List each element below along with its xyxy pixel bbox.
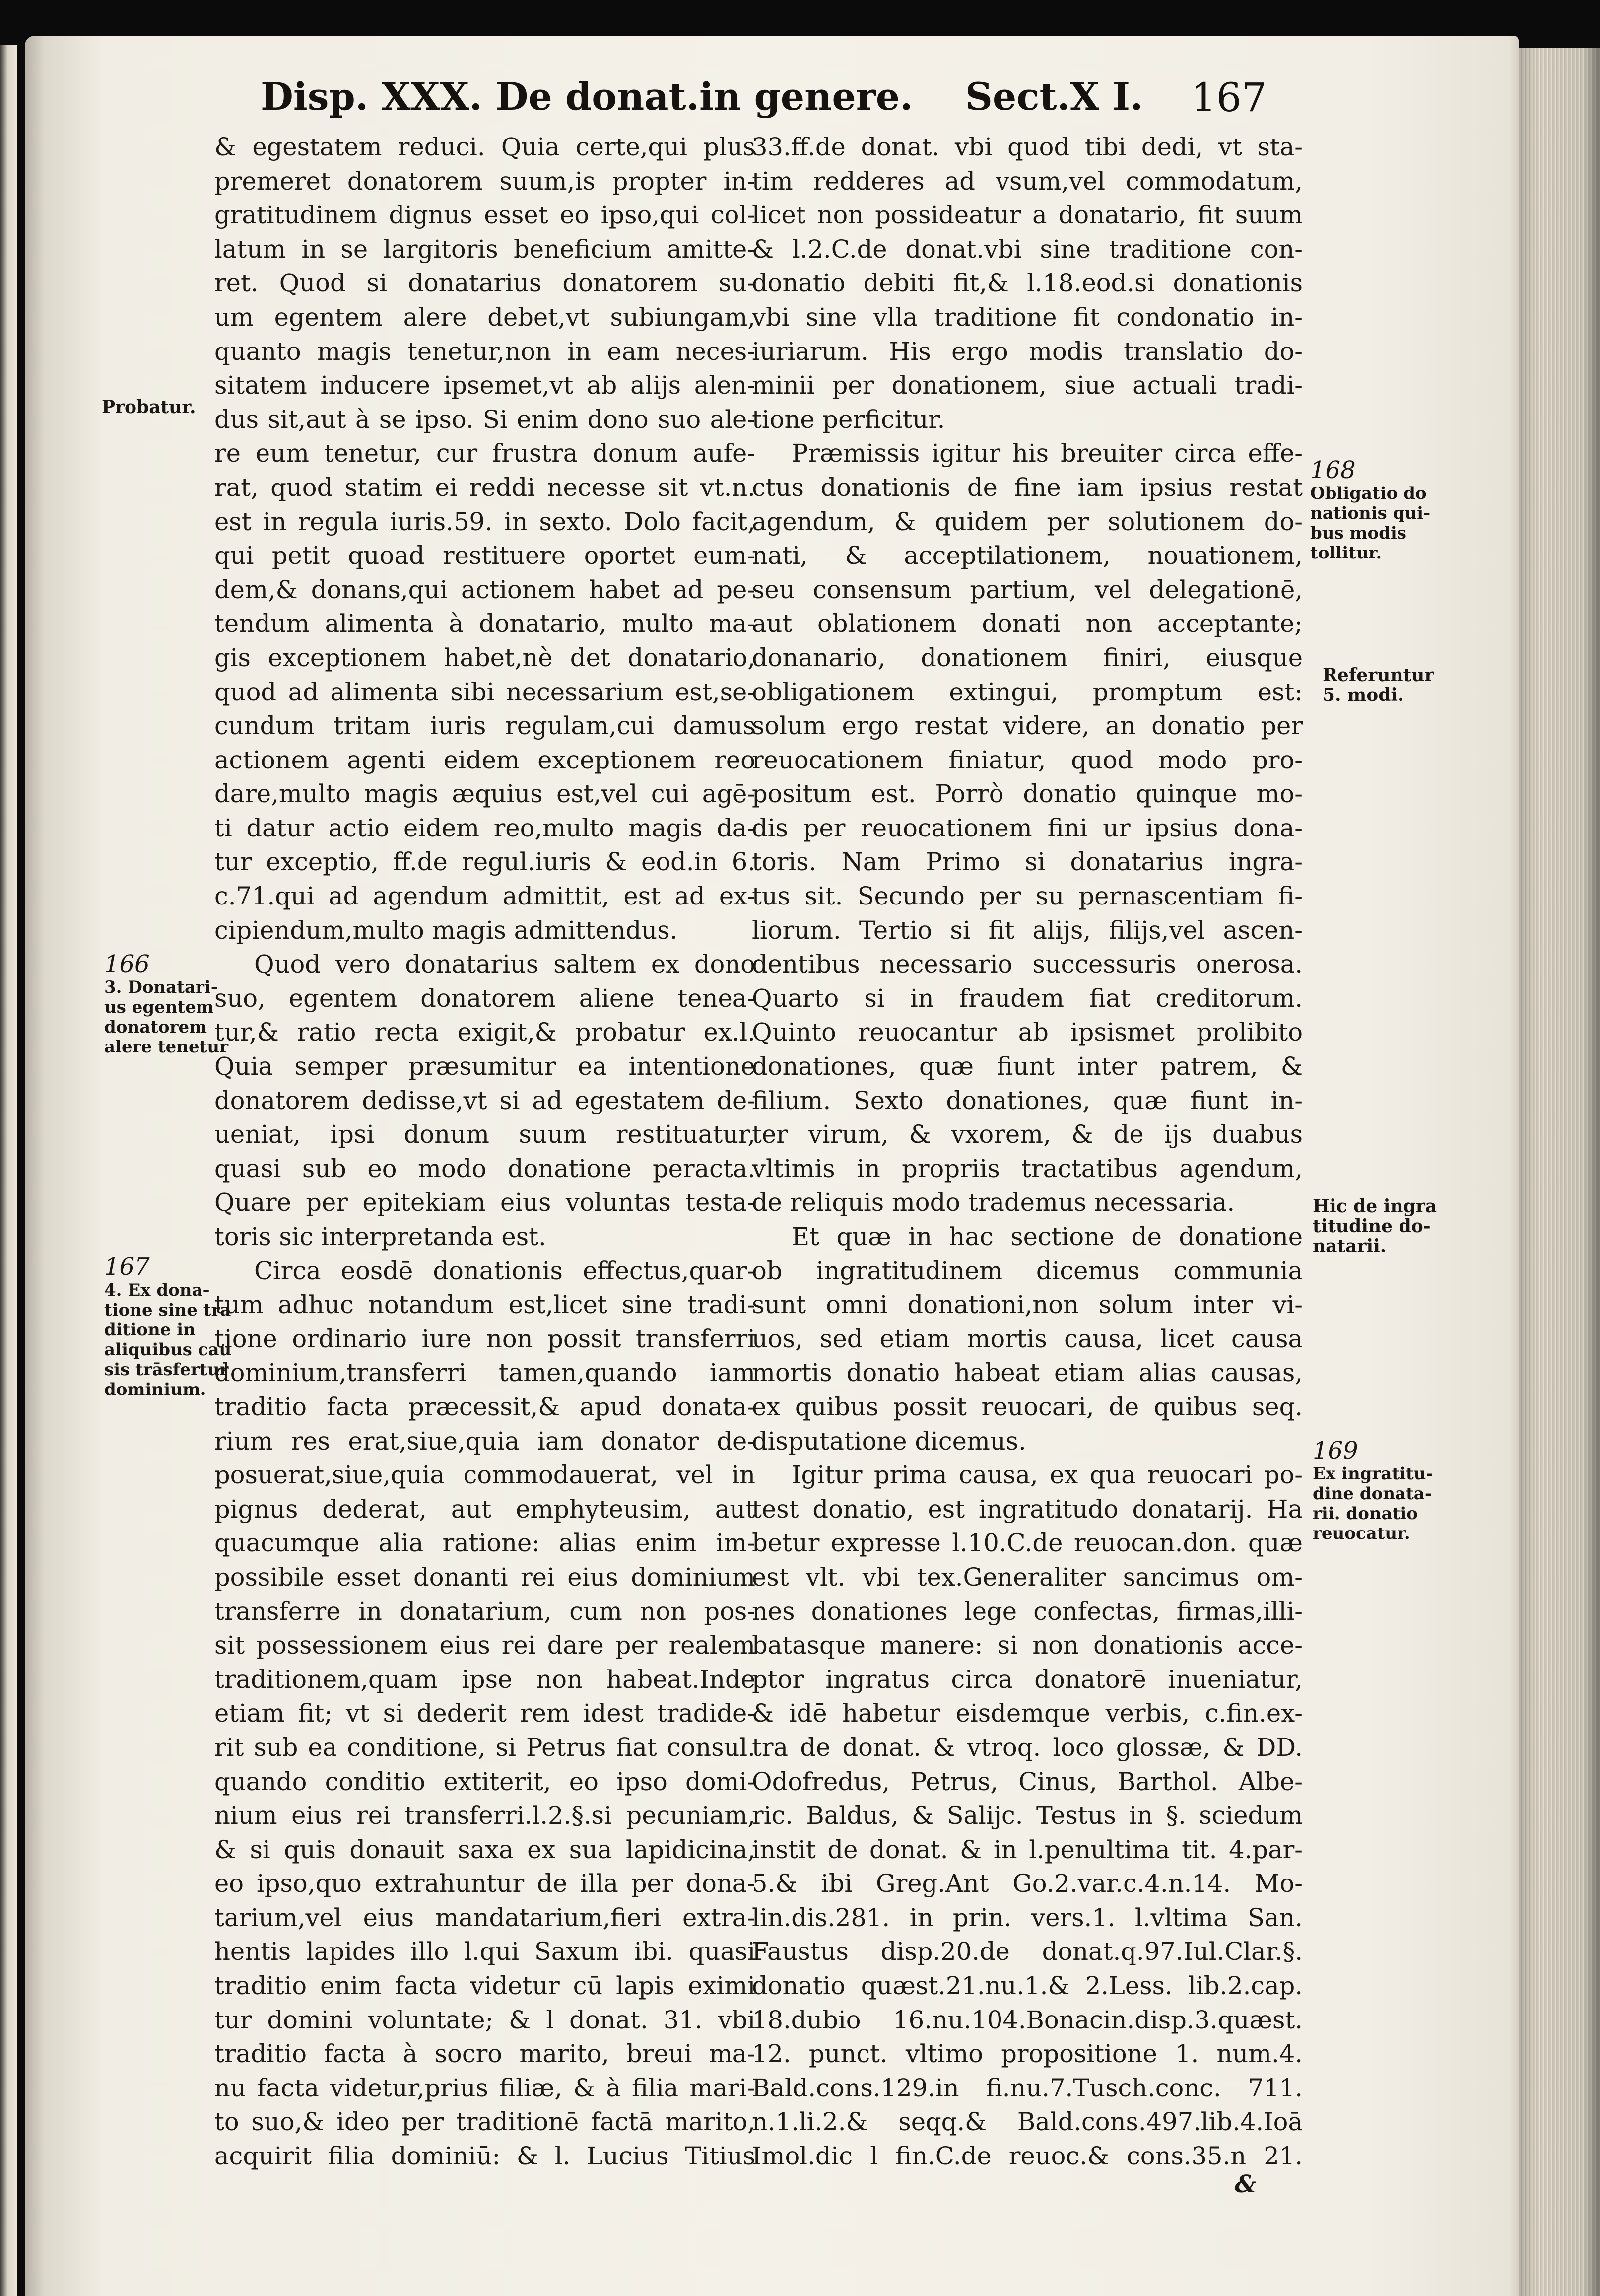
margin-note-number: 168	[1310, 456, 1356, 484]
text-line: um egentem alere debet,vt subiungam,	[214, 302, 755, 332]
previous-page-edge	[0, 45, 17, 2296]
text-line: iuriarum. His ergo modis translatio do-	[752, 337, 1303, 366]
text-line: minii per donationem, siue actuali tradi-	[752, 371, 1303, 400]
text-line: tione perficitur.	[752, 405, 945, 434]
text-line: Imol.dic l fin.C.de reuoc.& cons.35.n 21.	[752, 2142, 1303, 2171]
catchword: &	[1235, 2170, 1257, 2198]
text-line: sunt omni donationi,non solum inter vi-	[752, 1290, 1303, 1320]
text-line: dentibus necessario successuris onerosa.	[752, 950, 1303, 979]
text-line: ob ingratitudinem dicemus communia	[752, 1256, 1303, 1285]
text-line: dominium,transferri tamen,quando iam	[214, 1358, 755, 1388]
text-line: nu facta videtur,prius filiæ, & à filia mari-	[214, 2073, 755, 2102]
text-line: ret. Quod si donatarius donatorem su-	[214, 269, 755, 298]
text-line: & l.2.C.de donat.vbi sine traditione con-	[752, 234, 1303, 264]
margin-note-line: tollitur.	[1310, 543, 1382, 563]
text-line: gratitudinem dignus esset eo ipso,qui col-	[214, 201, 755, 230]
text-line: Quarto si in fraudem fiat creditorum.	[752, 983, 1303, 1013]
text-line: donationes, quæ fiunt inter patrem, &	[752, 1052, 1303, 1081]
text-line: eo ipso,quo extrahuntur de illa per dona-	[214, 1869, 755, 1898]
text-line: tarium,vel eius mandatarium,fieri extra-	[214, 1903, 755, 1932]
text-line: licet non possideatur a donatario, fit suum	[752, 201, 1303, 230]
margin-note-number: 169	[1313, 1437, 1358, 1464]
margin-note-number: 167	[104, 1253, 150, 1281]
text-line: ueniat, ipsi donum suum restituatur,	[214, 1120, 755, 1149]
text-line: & egestatem reduci. Quia certe,qui plus	[214, 133, 755, 161]
margin-note-line: 5. modi.	[1323, 685, 1404, 705]
text-line: est vlt. vbi tex.Generaliter sancimus om-	[752, 1562, 1303, 1592]
text-line: tur domini voluntate; & l donat. 31. vbi	[214, 2005, 755, 2034]
text-line: traditionem,quam ipse non habeat.Inde	[214, 1665, 755, 1694]
margin-note-line: titudine do-	[1313, 1216, 1431, 1237]
text-line: Odofredus, Petrus, Cinus, Barthol. Albe-	[752, 1767, 1303, 1796]
margin-note-168	[1310, 457, 1430, 563]
text-line: toris sic interpretanda est.	[214, 1222, 546, 1251]
text-line: 33.ff.de donat. vbi quod tibi dedi, vt sta-	[752, 133, 1303, 161]
text-line: donanario, donationem finiri, eiusque	[752, 643, 1303, 672]
text-line: mortis donatio habeat etiam alias causas,	[752, 1358, 1303, 1388]
text-line: actionem agenti eidem exceptionem reo	[214, 745, 755, 774]
text-line: transferre in donatarium, cum non pos-	[214, 1597, 755, 1626]
text-line: Bald.cons.129.in fi.nu.7.Tusch.conc. 711.	[752, 2073, 1303, 2102]
text-line: donatorem dedisse,vt si ad egestatem de-	[214, 1086, 755, 1115]
text-line: premeret donatorem suum,is propter in-	[214, 166, 755, 196]
margin-note-line: Referuntur	[1323, 665, 1434, 686]
text-line: n.1.li.2.& seqq.& Bald.cons.497.lib.4.Ioā	[752, 2107, 1303, 2137]
text-line: dis per reuocationem fini ur ipsius dona-	[752, 813, 1303, 842]
text-line: disputatione dicemus.	[752, 1426, 1026, 1456]
text-line: & si quis donauit saxa ex sua lapidicina,	[214, 1835, 755, 1864]
text-line: rium res erat,siue,quia iam donator de-	[214, 1426, 755, 1456]
text-line: sitatem inducere ipsemet,vt ab alijs alen-	[214, 371, 755, 400]
margin-note-line: reuocatur.	[1313, 1524, 1410, 1543]
text-line: aut oblationem donati non acceptante;	[752, 609, 1303, 638]
margin-note-line: dominium.	[104, 1380, 206, 1399]
text-line: nati, & acceptilationem, nouationem,	[752, 541, 1303, 570]
text-line: posuerat,siue,quia commodauerat, vel in	[214, 1461, 755, 1490]
page-stack-edges	[1519, 48, 1600, 2296]
text-line: traditio facta à socro marito, breui ma-	[214, 2039, 755, 2069]
text-line: ptor ingratus circa donatorē inueniatur,	[752, 1665, 1303, 1694]
margin-note-line: rii. donatio	[1313, 1504, 1418, 1524]
text-line: tur exceptio, ff.de regul.iuris & eod.in 6.	[214, 847, 755, 877]
text-line: positum est. Porrò donatio quinque mo-	[752, 779, 1303, 809]
text-line: tra de donat. & vtroq. loco glossæ, & DD.	[752, 1733, 1303, 1762]
text-line: dare,multo magis æquius est,vel cui agē-	[214, 779, 755, 809]
page-number: 167	[1191, 74, 1267, 121]
text-line: ti datur actio eidem reo,multo magis da-	[214, 813, 755, 842]
text-line: tim redderes ad vsum,vel commodatum,	[752, 166, 1303, 196]
text-line: traditio facta præcessit,& apud donata-	[214, 1392, 755, 1421]
text-line: 18.dubio 16.nu.104.Bonacin.disp.3.quæst.	[752, 2005, 1303, 2034]
margin-note-line: donatorem	[104, 1017, 207, 1037]
margin-note-line: Hic de ingra	[1313, 1196, 1437, 1217]
text-line: nes donationes lege confectas, firmas,illi-	[752, 1597, 1303, 1626]
margin-note-line: nationis qui-	[1310, 503, 1431, 523]
margin-note-line: natarii.	[1313, 1236, 1387, 1256]
text-line: quanto magis tenetur,non in eam neces-	[214, 337, 755, 366]
text-line: obligationem extingui, promptum est:	[752, 677, 1303, 706]
margin-note-ingratitudine	[1313, 1196, 1437, 1256]
text-line: solum ergo restat videre, an donatio per	[752, 711, 1303, 741]
text-line: qui petit quoad restituere oportet eum-	[214, 541, 755, 570]
margin-note-line: 3. Donatari-	[104, 977, 218, 997]
text-line: dem,& donans,qui actionem habet ad pe-	[214, 575, 755, 604]
text-line: to suo,& ideo per traditionē factā marito,	[214, 2107, 755, 2137]
text-line: ctus donationis de fine iam ipsius restat	[752, 473, 1303, 502]
text-line: tendum alimenta à donatario, multo ma-	[214, 609, 755, 638]
text-line: ter virum, & vxorem, & de ijs duabus	[752, 1120, 1303, 1149]
text-line: tione ordinario iure non possit transferri	[214, 1324, 755, 1353]
margin-note-probatur: Probatur.	[102, 397, 196, 417]
text-line: rat, quod statim ei reddi necesse sit vt.n.	[214, 473, 755, 502]
margin-note-line: dine donata-	[1313, 1484, 1432, 1504]
text-line: lin.dis.281. in prin. vers.1. l.vltima San.	[752, 1903, 1303, 1932]
text-line: reuocationem finiatur, quod modo pro-	[752, 745, 1303, 774]
margin-note-line: bus modis	[1310, 523, 1406, 543]
text-line: re eum tenetur, cur frustra donum aufe-	[214, 439, 755, 468]
text-line: cipiendum,multo magis admittendus.	[214, 915, 678, 945]
text-line: hentis lapides illo l.qui Saxum ibi. quasi	[214, 1937, 755, 1966]
text-line: Quod vero donatarius saltem ex dono	[254, 950, 755, 979]
margin-note-line: Obligatio do	[1310, 484, 1427, 503]
margin-note-line: aliquibus cau	[104, 1340, 232, 1360]
text-line: possibile esset donanti rei eius dominium	[214, 1562, 755, 1592]
text-line: agendum, & quidem per solutionem do-	[752, 507, 1303, 536]
margin-note-166	[104, 951, 228, 1057]
text-line: tum adhuc notandum est,licet sine tradi-	[214, 1290, 755, 1320]
text-line: suo, egentem donatorem aliene tenea-	[214, 983, 755, 1013]
right-text-column	[752, 130, 1303, 2173]
text-line: gis exceptionem habet,nè det donatario,	[214, 643, 755, 672]
text-line: cundum tritam iuris regulam,cui damus	[214, 711, 755, 741]
text-line: acquirit filia dominiū: & l. Lucius Titius	[214, 2142, 755, 2171]
text-line: dus sit,aut à se ipso. Si enim dono suo ale-	[214, 405, 755, 434]
text-line: nium eius rei transferri.l.2.§.si pecuniam,	[214, 1801, 755, 1830]
text-line: vltimis in propriis tractatibus agendum,	[752, 1154, 1303, 1183]
text-line: Præmissis igitur his breuiter circa effe-	[792, 439, 1303, 468]
text-line: Quare per epitekiam eius voluntas testa-	[214, 1188, 755, 1217]
running-head: Disp. XXX. De donat.in genere.	[261, 74, 913, 119]
text-line: seu consensum partium, vel delegationē,	[752, 575, 1303, 604]
text-line: batasque manere: si non donationis acce-	[752, 1631, 1303, 1660]
text-line: est in regula iuris.59. in sexto. Dolo facit,	[214, 507, 755, 536]
text-line: etiam fit; vt si dederit rem idest tradide-	[214, 1699, 755, 1728]
text-line: tur,& ratio recta exigit,& probatur ex.l.	[214, 1018, 755, 1047]
text-line: quacumque alia ratione: alias enim im-	[214, 1529, 755, 1558]
margin-note-line: tione sine tra	[104, 1300, 231, 1320]
margin-note-line: ditione in	[104, 1320, 196, 1340]
margin-note-line: Ex ingratitu-	[1313, 1464, 1433, 1484]
section-head: Sect.X I.	[965, 74, 1143, 119]
text-line: donatio debiti fit,& l.18.eod.si donationis	[752, 269, 1303, 298]
margin-note-167	[104, 1253, 231, 1399]
text-line: tus sit. Secundo per su pernascentiam fi-	[752, 882, 1303, 911]
margin-note-referuntur	[1323, 665, 1434, 705]
left-text-column	[214, 130, 755, 2173]
text-line: c.71.qui ad agendum admittit, est ad ex-	[214, 882, 755, 911]
text-line: & idē habetur eisdemque verbis, c.fin.ex-	[752, 1699, 1303, 1728]
margin-note-line: us egentem	[104, 997, 214, 1017]
margin-note-line: sis trāsfertur	[104, 1360, 229, 1380]
text-line: quando conditio extiterit, eo ipso domi-	[214, 1767, 755, 1796]
margin-note-line: alere tenetur	[104, 1037, 228, 1057]
text-line: ex quibus possit reuocari, de quibus seq.	[752, 1392, 1303, 1421]
text-line: filium. Sexto donationes, quæ fiunt in-	[752, 1086, 1303, 1115]
text-line: 12. punct. vltimo propositione 1. num.4.	[752, 2039, 1303, 2069]
text-line: test donatio, est ingratitudo donatarij. Ha	[752, 1494, 1303, 1524]
text-line: sit possessionem eius rei dare per realem	[214, 1631, 755, 1660]
text-line: 5.& ibi Greg.Ant Go.2.var.c.4.n.14. Mo-	[752, 1869, 1303, 1898]
text-line: de reliquis modo trademus necessaria.	[752, 1188, 1235, 1217]
text-line: quod ad alimenta sibi necessarium est,se-	[214, 677, 755, 706]
text-line: liorum. Tertio si fit alijs, filijs,vel ascen-	[752, 915, 1303, 945]
text-line: toris. Nam Primo si donatarius ingra-	[752, 847, 1303, 877]
text-line: Et quæ in hac sectione de donatione	[792, 1222, 1303, 1251]
text-line: ric. Baldus, & Salijc. Testus in §. sciedum	[752, 1801, 1303, 1830]
margin-note-line: 4. Ex dona-	[104, 1280, 210, 1300]
text-line: latum in se largitoris beneficium amitte-	[214, 234, 755, 264]
margin-note-169	[1313, 1437, 1433, 1543]
text-line: Faustus disp.20.de donat.q.97.Iul.Clar.§.	[752, 1937, 1303, 1966]
text-line: Igitur prima causa, ex qua reuocari po-	[792, 1461, 1303, 1490]
text-line: Circa eosdē donationis effectus,quar-	[254, 1256, 755, 1285]
text-line: Quinto reuocantur ab ipsismet prolibito	[752, 1018, 1303, 1047]
text-line: vbi sine vlla traditione fit condonatio in-	[752, 302, 1303, 332]
text-line: pignus dederat, aut emphyteusim, aut	[214, 1494, 755, 1524]
text-line: Quia semper præsumitur ea intentione	[214, 1052, 755, 1081]
text-line: betur expresse l.10.C.de reuocan.don. quæ	[752, 1529, 1303, 1558]
text-line: quasi sub eo modo donatione peracta.	[214, 1154, 755, 1183]
text-line: traditio enim facta videtur cū lapis eximi	[214, 1971, 755, 2001]
margin-note-number: 166	[104, 950, 150, 978]
text-line: donatio quæst.21.nu.1.& 2.Less. lib.2.cap.	[752, 1971, 1303, 2001]
text-line: instit de donat. & in l.penultima tit. 4.par-	[752, 1835, 1303, 1864]
text-line: rit sub ea conditione, si Petrus fiat consul.	[214, 1733, 755, 1762]
text-line: uos, sed etiam mortis causa, licet causa	[752, 1324, 1303, 1353]
